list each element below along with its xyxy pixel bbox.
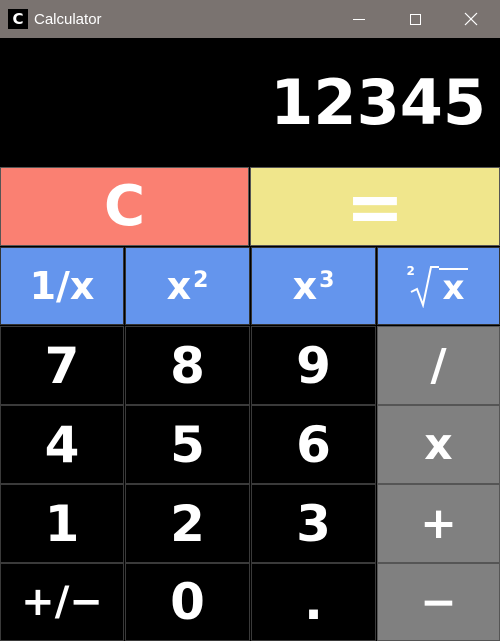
square-button[interactable] xyxy=(125,247,250,325)
app-icon: C xyxy=(8,9,28,29)
title-bar xyxy=(0,0,500,38)
display-value: 12345 xyxy=(270,66,486,139)
cube-exponent: 3 xyxy=(319,267,335,293)
square-base: x xyxy=(166,264,192,308)
divide-button[interactable]: / xyxy=(377,326,500,405)
decimal-button[interactable]: . xyxy=(251,563,376,641)
maximize-icon xyxy=(410,14,421,25)
digit-6-button[interactable]: 6 xyxy=(251,405,376,484)
square-root-icon xyxy=(406,264,469,308)
digit-2-button[interactable]: 2 xyxy=(125,484,250,563)
digit-7-button[interactable]: 7 xyxy=(0,326,124,405)
digit-9-button[interactable]: 9 xyxy=(251,326,376,405)
equals-button[interactable]: = xyxy=(250,167,500,246)
minimize-button[interactable] xyxy=(336,0,382,38)
root-radicand: x xyxy=(439,268,469,306)
window-title: Calculator xyxy=(34,10,102,28)
square-exponent: 2 xyxy=(193,267,209,293)
digit-3-button[interactable]: 3 xyxy=(251,484,376,563)
minimize-icon xyxy=(353,19,365,20)
root-index: 2 xyxy=(406,264,415,278)
digit-4-button[interactable]: 4 xyxy=(0,405,124,484)
digit-5-button[interactable]: 5 xyxy=(125,405,250,484)
clear-button[interactable]: C xyxy=(0,167,249,246)
close-button[interactable] xyxy=(448,0,494,38)
multiply-button[interactable]: x xyxy=(377,405,500,484)
digit-0-button[interactable]: 0 xyxy=(125,563,250,641)
subtract-button[interactable]: − xyxy=(377,563,500,641)
display-panel xyxy=(0,38,500,166)
cube-button[interactable] xyxy=(251,247,376,325)
square-root-button[interactable] xyxy=(377,247,500,325)
digit-1-button[interactable]: 1 xyxy=(0,484,124,563)
negate-button[interactable]: +/− xyxy=(0,563,124,641)
close-icon xyxy=(464,12,478,26)
cube-base: x xyxy=(292,264,318,308)
add-button[interactable]: + xyxy=(377,484,500,563)
reciprocal-button[interactable]: 1/x xyxy=(0,247,124,325)
maximize-button[interactable] xyxy=(392,0,438,38)
digit-8-button[interactable]: 8 xyxy=(125,326,250,405)
